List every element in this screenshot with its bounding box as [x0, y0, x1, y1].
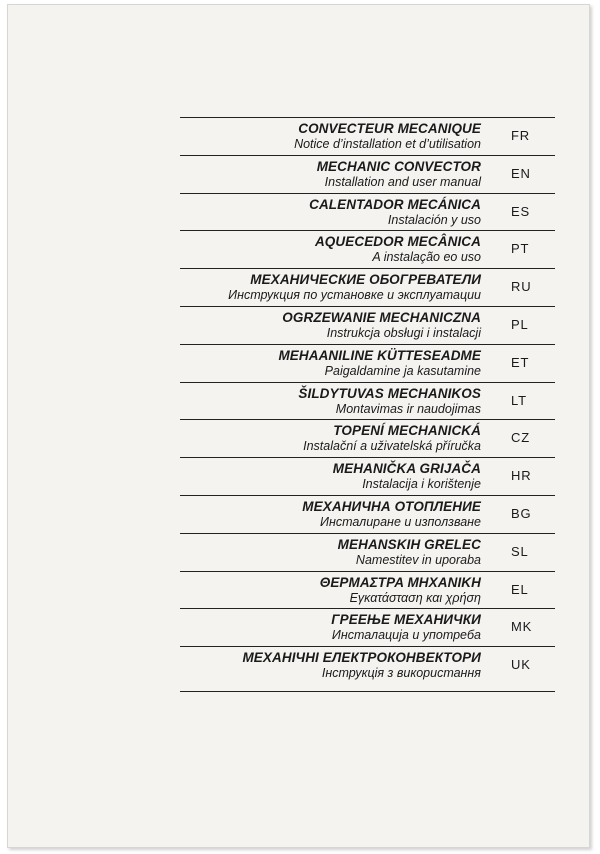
- language-entry-pt: [180, 230, 555, 268]
- language-entry-ru: [180, 268, 555, 306]
- entry-subtitle: Instalační a uživatelská příručka: [303, 439, 481, 454]
- language-entry-pl: [180, 306, 555, 344]
- entry-subtitle: Instalacija i korištenje: [362, 477, 481, 492]
- entry-subtitle: Notice d’installation et d’utilisation: [294, 137, 481, 151]
- entry-subtitle: Montavimas ir naudojimas: [335, 401, 481, 416]
- entry-subtitle: Installation and user manual: [324, 174, 481, 189]
- language-code: ES: [511, 203, 530, 219]
- entry-title: МЕХАНИЧЕСКИЕ ОБОГРЕВАТЕЛИ: [250, 272, 481, 288]
- language-entry-cz: [180, 419, 555, 457]
- language-code: LT: [511, 392, 527, 408]
- entry-title: МЕХАНІЧНІ ЕЛЕКТРОКОНВЕКТОРИ: [242, 650, 481, 666]
- entry-title: MEHAANILINE KÜTTESEADME: [278, 347, 481, 363]
- entry-title: ΘΕΡΜΑΣΤΡΑ ΜΗΧΑΝΙΚΗ: [319, 574, 481, 590]
- entry-title: ŠILDYTUVAS MECHANIKOS: [298, 385, 481, 401]
- entry-title: OGRZEWANIE MECHANICZNA: [282, 309, 481, 325]
- language-code: HR: [511, 468, 532, 484]
- language-entry-es: [180, 193, 555, 231]
- entry-title: AQUECEDOR MECÂNICA: [314, 234, 481, 250]
- language-entry-uk: [180, 646, 555, 692]
- entry-subtitle: Инсталација и употреба: [331, 628, 481, 643]
- entry-subtitle: Инсталиране и използване: [320, 514, 481, 529]
- language-entry-sl: [180, 533, 555, 571]
- language-code: RU: [511, 279, 532, 295]
- entry-subtitle: Інструкція з використання: [321, 666, 481, 681]
- entry-subtitle: Εγκατάσταση και χρήση: [349, 590, 481, 605]
- entry-subtitle: Инструкция по установке и эксплуатации: [228, 288, 481, 303]
- entry-title: TOPENÍ MECHANICKÁ: [333, 423, 481, 439]
- language-code: ET: [511, 354, 530, 370]
- language-code: UK: [511, 657, 531, 673]
- language-entry-el: [180, 571, 555, 609]
- entry-title: ГРЕЕЊЕ МЕХАНИЧКИ: [331, 612, 481, 628]
- language-code: CZ: [511, 430, 530, 446]
- language-code: PT: [511, 241, 530, 257]
- language-code: BG: [511, 505, 532, 521]
- language-entry-fr: [180, 117, 555, 155]
- language-list: [180, 117, 555, 692]
- entry-subtitle: Namestitev in uporaba: [355, 552, 481, 567]
- entry-subtitle: A instalação eo uso: [372, 250, 481, 265]
- entry-title: MECHANIC CONVECTOR: [316, 158, 481, 174]
- language-entry-et: [180, 344, 555, 382]
- entry-title: MEHANIČKA GRIJAČA: [332, 461, 481, 477]
- language-code: PL: [511, 316, 529, 332]
- entry-title: MEHANSKIH GRELEC: [337, 536, 481, 552]
- language-code: EL: [511, 581, 529, 597]
- language-code: MK: [511, 619, 533, 635]
- language-code: SL: [511, 543, 529, 559]
- entry-subtitle: Instrukcja obsługi i instalacji: [326, 325, 481, 340]
- language-code: EN: [511, 165, 531, 181]
- entry-subtitle: Paigaldamine ja kasutamine: [324, 363, 481, 378]
- language-entry-hr: [180, 457, 555, 495]
- language-entry-lt: [180, 382, 555, 420]
- entry-subtitle: Instalación y uso: [387, 212, 481, 227]
- language-entry-mk: [180, 608, 555, 646]
- language-code: FR: [511, 128, 530, 143]
- entry-title: CALENTADOR MECÁNICA: [309, 196, 481, 212]
- entry-title: МЕХАНИЧНА ОТОПЛЕНИЕ: [302, 498, 481, 514]
- language-entry-en: [180, 155, 555, 193]
- language-entry-bg: [180, 495, 555, 533]
- entry-title: CONVECTEUR MECANIQUE: [298, 121, 481, 136]
